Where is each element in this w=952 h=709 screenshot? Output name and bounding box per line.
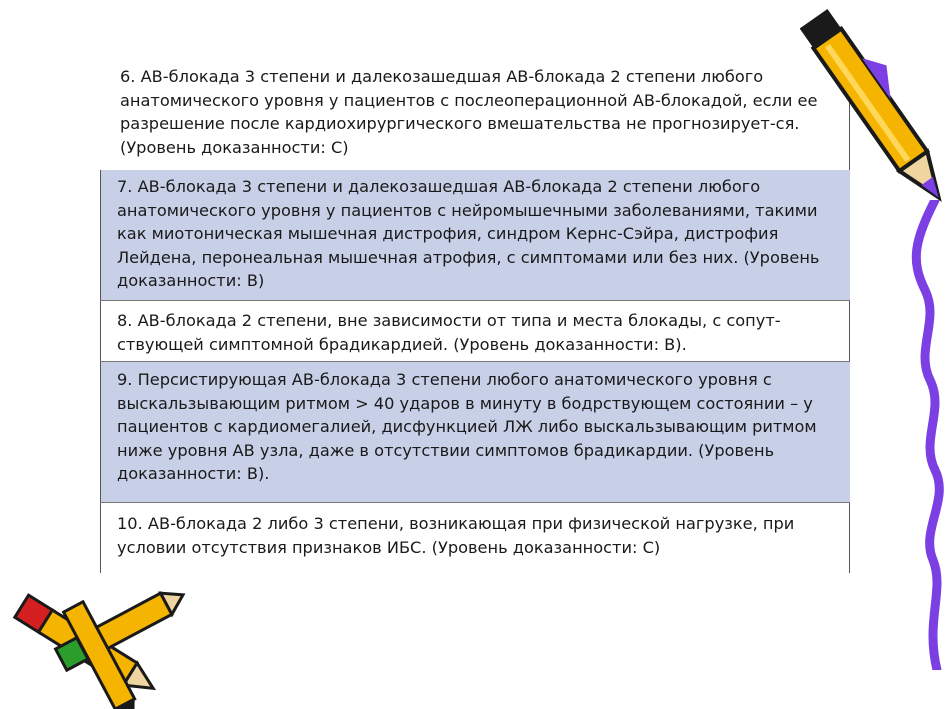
table-row xyxy=(100,301,850,361)
pencil-clipart-icon xyxy=(800,0,950,225)
wavy-line-icon xyxy=(905,200,952,670)
table-row xyxy=(100,58,850,170)
recommendations-table xyxy=(100,58,850,573)
table-row xyxy=(100,503,850,573)
table-row xyxy=(100,362,850,502)
pencils-clipart-icon xyxy=(0,575,200,709)
row-text: 7. АВ-блокада 3 степени и далекозашедшая АВ-блокада 2 степени любого анатомического уровня у пациентов с нейромышечными заболеваниями, такими как миотоническая мышечная дистрофия, синдром Кернс-Сэйра, дистрофия Лейдена, перонеальная мышечная атрофия, с симптомами или без них. (Уровень доказанности: В) xyxy=(117,177,820,290)
row-text: 9. Персистирующая АВ-блокада 3 степени любого анатомического уровня с выскальзывающим ритмом > 40 ударов в минуту в бодрствующем состоянии – у пациентов с кардиомегалией, дисфункцией ЛЖ либо выскальзывающим ритмом ниже уровня АВ узла, даже в отсутствии симптомов брадикардии. (Уровень доказанности: В). xyxy=(117,370,817,483)
table-row xyxy=(100,170,850,300)
row-text: 8. АВ-блокада 2 степени, вне зависимости от типа и места блокады, с сопут-ствующей симптомной брадикардией. (Уровень доказанности: В). xyxy=(117,311,781,354)
row-text: 6. АВ-блокада 3 степени и далекозашедшая АВ-блокада 2 степени любого анатомического уровня у пациентов с послеоперационной АВ-блокадой, если ее разрешение после кардиохирургического вмешательства не прогнозирует-ся. (Уровень доказанности: С) xyxy=(120,67,818,157)
row-text: 10. АВ-блокада 2 либо 3 степени, возникающая при физической нагрузке, при условии отсутствия признаков ИБС. (Уровень доказанности: С) xyxy=(117,514,795,557)
